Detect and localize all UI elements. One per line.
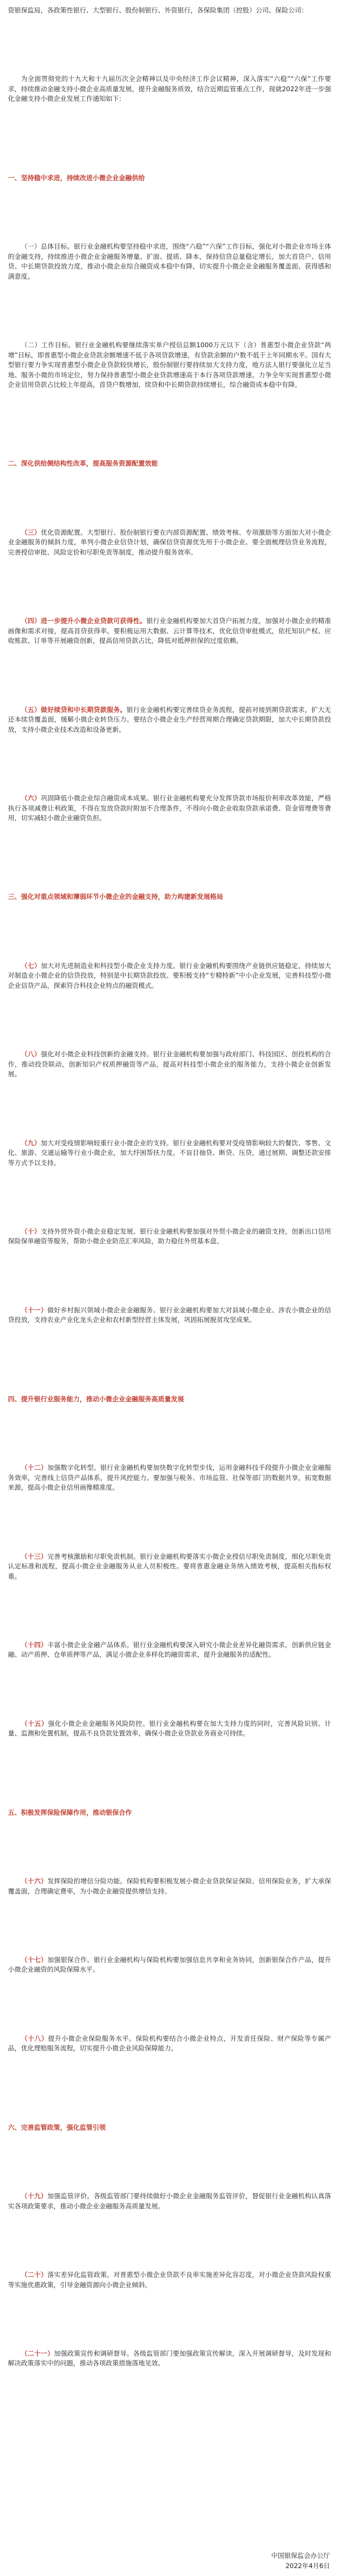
- section-heading: 四、提升银行业服务能力，推动小微企业金融服务高质量发展: [8, 1394, 184, 1403]
- paragraph-text: 加强银保合作。银行业金融机构与保险机构要加强信息共享和业务协同，创新银保合作产品，提升小微企业融资的风险保障水平。: [8, 1955, 332, 1974]
- paragraph-kicker: （二十一）: [21, 2349, 54, 2357]
- paragraph-text: 发挥保险的增信分险功能。保险机构要积极发展小微企业贷款保证保险、信用保险业务，扩大承保覆盖面，合理确定费率，为小微企业融资提供增信支持。: [8, 1877, 332, 1895]
- paragraph-kicker: （二十）: [21, 2271, 48, 2279]
- body-paragraph: [8, 1640, 331, 1660]
- paragraph-text: 加大对受疫情影响较重行业小微企业的支持。银行业金融机构要对受疫情影响较大的餐饮、零售、文化、旅游、交通运输等行业小微企业，加大纾困帮扶力度，不盲目抽贷、断贷、压贷，通过展期、调整还款安排等方式予以支持。: [8, 1138, 332, 1167]
- paragraph-text: 巩固降低小微企业综合融资成本成果。银行业金融机构要充分发挥贷款市场报价利率改革效能，严格执行各项减费让利政策，不得在发放贷款时附加不合理条件，不得向小微企业收取贷款承诺费、资金管理费等费用，切实减轻小微企业融资负担。: [8, 794, 332, 822]
- body-paragraph: [8, 1719, 331, 1739]
- paragraph-text: 丰富小微企业金融产品体系。银行业金融机构要深入研究小微企业差异化融资需求，创新供应链金融、动产质押、仓单质押等产品，满足小微企业多样化的融资需求，提升金融服务的适配性。: [8, 1640, 332, 1659]
- body-paragraph: [8, 961, 331, 991]
- body-paragraph: [8, 1955, 331, 1975]
- section-heading: 六、完善监管政策，强化监管引领: [8, 2123, 106, 2131]
- body-paragraph: [8, 1306, 331, 1325]
- body-paragraph: [8, 1138, 331, 1168]
- intro-paragraph: 为全面贯彻党的十九大和十九届历次全会精神以及中央经济工作会议精神，深入落实“六稳”“六保”工作要求，持续推动金融支持小微企业高质量发展，提升金融服务质效，结合近期监管重点工作，现就2022年进一步强化金融支持小微企业发展工作通知如下：: [8, 75, 331, 103]
- paragraph-text: 加强数字化转型。银行业金融机构要加快数字化转型步伐，运用金融科技手段提升小微企业金融服务效率，完善线上信贷产品体系，提升风控能力。要加强与税务、市场监管、社保等部门的数据共享，拓宽数据来源，提高小微企业信用画像精准度。: [8, 1464, 332, 1492]
- paragraph-text: 强化小微企业金融服务风险防控。银行业金融机构要在加大支持力度的同时，完善风险识别、计量、监测和处置机制，提高不良贷款处置效率，确保小微企业贷款业务商业可持续。: [8, 1719, 332, 1738]
- paragraph-kicker: （六）: [21, 794, 41, 803]
- paragraph-text: 做好乡村振兴领域小微企业金融服务。银行业金融机构要加大对县域小微企业、涉农小微企业的信贷投放，支持农业产业化龙头企业和农村新型经营主体发展，巩固拓展脱贫攻坚成果。: [8, 1306, 332, 1324]
- paragraph-text: 优化资源配置。大型银行、股份制银行要在内部资源配置、绩效考核、专项激励等方面加大对小微企业金融服务的倾斜力度，单列小微企业信贷计划，确保信贷资源优先用于小微企业。要全面梳理信贷业务流程，完善授信审批、风险定价和尽职免责等制度，推动提升服务效率。: [8, 528, 332, 556]
- paragraph-kicker: （十七）: [21, 1955, 48, 1964]
- body-paragraph: [8, 1463, 331, 1493]
- paragraph-kicker: （十一）: [21, 1306, 48, 1314]
- paragraph-kicker: （九）: [21, 1138, 41, 1147]
- paragraph-kicker: （十五）: [21, 1719, 48, 1728]
- paragraph-text: 银行业金融机构要完善续贷业务流程，提前对接到期贷款需求，扩大无还本续贷覆盖面，缓解小微企业转贷压力。要结合小微企业生产经营周期合理确定贷款期限，加大中长期贷款投放，支持小微企业技术改造和设备更新。: [8, 705, 332, 733]
- body-paragraph: [8, 2270, 331, 2290]
- document-sections: [8, 173, 331, 2369]
- section-heading: 一、坚持稳中求进，持续改进小微企业金融供给: [8, 173, 145, 182]
- body-paragraph: [8, 528, 331, 558]
- paragraph-kicker: （十六）: [21, 1877, 48, 1886]
- paragraph-kicker: （五）做好续贷和中长期贷款服务。: [21, 705, 127, 714]
- body-paragraph: [8, 616, 331, 646]
- paragraph-kicker: （十九）: [21, 2192, 48, 2200]
- paragraph-text: 提升小微企业保险服务水平。保险机构要结合小微企业特点，开发责任保险、财产保险等专属产品，优化理赔服务流程，切实提升小微企业风险保障能力。: [8, 2034, 332, 2053]
- section-heading: 五、积极发挥保险保障作用，推动银保合作: [8, 1808, 132, 1816]
- section-heading: 二、深化供给侧结构性改革，提高服务资源配置效能: [8, 459, 158, 468]
- body-paragraph: [8, 242, 331, 282]
- paragraph-kicker: （十八）: [21, 2034, 48, 2042]
- paragraph-text: 强化对小微企业科技创新的金融支持。银行业金融机构要加强与政府部门、科技园区、创投机构的合作，推动投贷联动，创新知识产权质押融资等产品，提高对科技型小微企业的服务能力，支持小微企业创新发展。: [8, 1050, 332, 1078]
- addressee-line: 资银保监局，各政策性银行、大型银行、股份制银行、外资银行，各保险集团（控股）公司、保险公司：: [8, 6, 308, 14]
- paragraph-kicker: （十）: [21, 1227, 41, 1235]
- body-paragraph: [8, 1050, 331, 1080]
- paragraph-text: 落实差异化监管政策。对普惠型小微企业贷款不良率实施差异化容忍度，对小微企业贷款风险权重等实施优惠政策，引导金融资源向小微企业倾斜。: [8, 2271, 332, 2289]
- body-paragraph: [8, 2191, 331, 2211]
- paragraph-kicker: （四）进一步提升小微企业贷款可获得性。: [21, 617, 147, 625]
- body-paragraph: [8, 794, 331, 824]
- body-paragraph: [8, 1552, 331, 1582]
- paragraph-kicker: （十四）: [21, 1640, 48, 1649]
- section-heading: 三、强化对重点领域和薄弱环节小微企业的金融支持，助力构建新发展格局: [8, 893, 223, 901]
- paragraph-kicker: （八）: [21, 1050, 41, 1059]
- paragraph-kicker: （十三）: [21, 1552, 48, 1560]
- signature-block: [272, 2551, 330, 2571]
- signature-org: 中国银保监会办公厅: [271, 2552, 330, 2560]
- body-paragraph: [8, 2034, 331, 2054]
- paragraph-text: 加强政策宣传和调研督导。各级监管部门要加强政策宣传解读，深入开展调研督导，及时发现和解决政策落实中的问题，推动各项政策措施落地见效。: [8, 2349, 332, 2368]
- body-paragraph: [8, 340, 331, 390]
- paragraph-text: 支持外贸外资小微企业稳定发展。银行业金融机构要加强对外贸小微企业的融资支持，创新出口信用保险保单融资等服务，帮助小微企业防范汇率风险，助力稳住外贸基本盘。: [8, 1227, 332, 1246]
- body-paragraph: [8, 1876, 331, 1896]
- paragraph-text: 完善考核激励和尽职免责机制。银行业金融机构要落实小微企业授信尽职免责制度，细化尽职免责认定标准和流程，提高小微企业金融服务从业人员积极性。要将普惠金融业务纳入绩效考核，提高相关指标权重。: [8, 1552, 332, 1580]
- paragraph-text: 银行业金融机构要加大首贷户拓展力度，加强对小微企业的精准画像和需求对接，提高首贷获得率。要积极运用大数据、云计算等技术，优化信贷审批模式，依托知识产权、应收账款、订单等开展融资创新，提高信用贷款占比，降低对抵押担保的过度依赖。: [8, 617, 331, 645]
- body-paragraph: [8, 2349, 331, 2369]
- signature-date: 2022年4月6日: [285, 2561, 330, 2570]
- paragraph-kicker: （三）: [21, 528, 41, 536]
- paragraph-kicker: （七）: [21, 961, 41, 970]
- paragraph-text: （一）总体目标。银行业金融机构要坚持稳中求进，围绕“六稳”“六保”工作目标，强化对小微企业市场主体的金融支持，持续推进小微企业金融服务增量、扩面、提质、降本，保持信贷总量稳定增长，加大首贷户、信用贷、中长期贷款投放力度，推动小微企业综合融资成本稳中有降，切实提升小微企业金融服务覆盖面、获得感和满意度。: [8, 242, 331, 280]
- paragraph-text: （二）工作目标。银行业金融机构要继续落实单户授信总额1000万元以下（含）普惠型小微企业贷款“两增”目标，即普惠型小微企业贷款余额增速不低于各项贷款增速，有贷款余额的户数不低于上年同期水平。国有大型银行要力争实现普惠型小微企业贷款较快增长，股份制银行要持续加大支持力度，地方法人银行要强化立足当地、服务小微的市场定位，努力保持普惠型小微企业贷款增速高于本行各项贷款增速。力争全年实现普惠型小微企业信用贷款占比较上年提高，首贷户数增加，续贷和中长期贷款持续增长，综合融资成本稳中有降。: [8, 341, 331, 389]
- paragraph-text: 加大对先进制造业和科技型小微企业支持力度。银行业金融机构要围绕产业链供应链稳定，持续加大对制造业小微企业的信贷投放，特别是中长期贷款投放。要积极支持“专精特新”中小企业发展，完善科技型小微企业信贷产品，探索符合科技企业特点的融资模式。: [8, 961, 332, 990]
- paragraph-kicker: （十二）: [21, 1464, 48, 1472]
- body-paragraph: [8, 705, 331, 735]
- body-paragraph: [8, 1227, 331, 1247]
- paragraph-text: 加强监管评价。各级监管部门要持续做好小微企业金融服务监管评价，督促银行业金融机构认真落实各项政策要求，推动小微企业金融服务高质量发展。: [8, 2192, 332, 2210]
